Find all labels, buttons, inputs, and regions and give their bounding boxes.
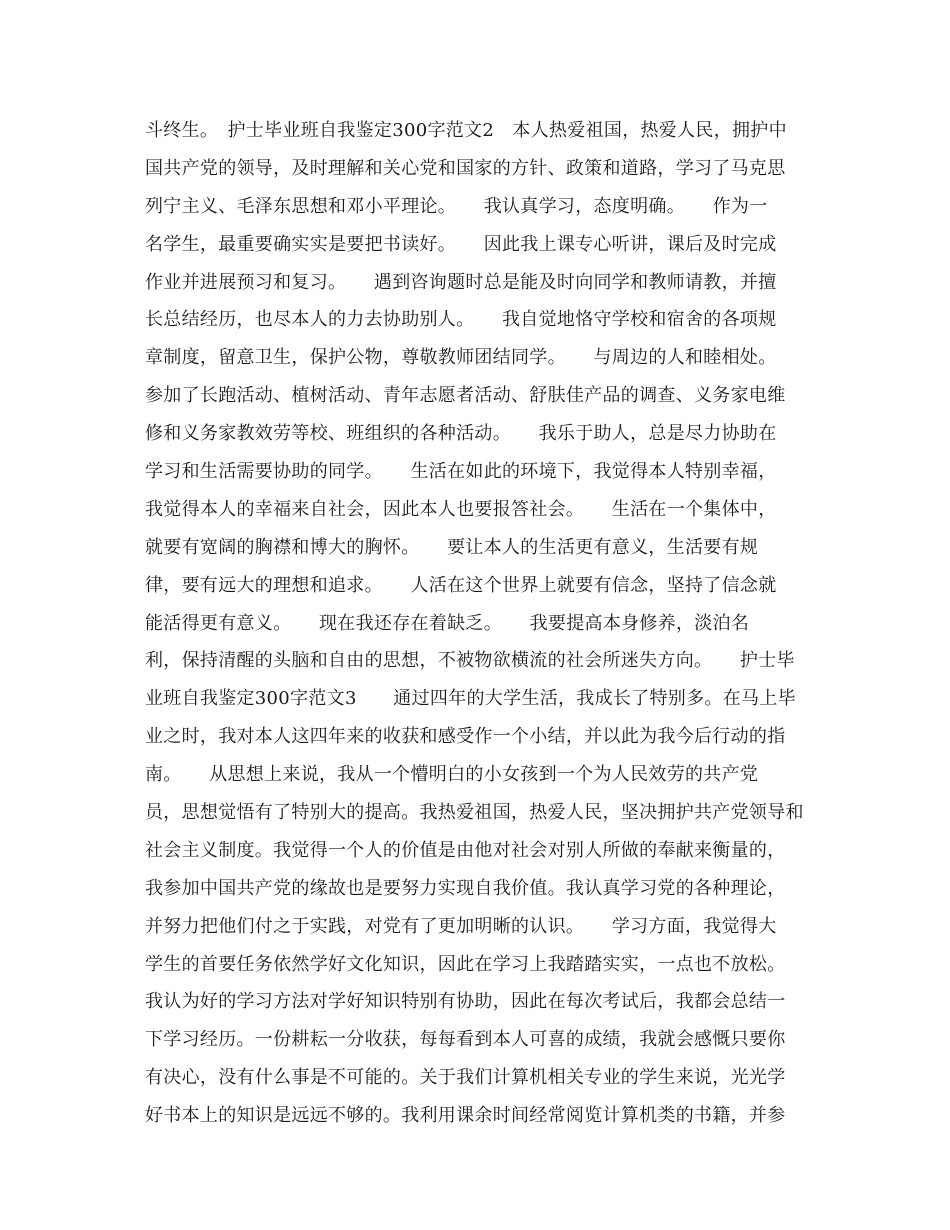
text-line-16: 业班自我鉴定300字范文3 通过四年的大学生活，我成长了特别多。在马上毕 <box>145 688 796 710</box>
text-line-14: 能活得更有意义。 现在我还存在着缺乏。 我要提高本身修养，淡泊名 <box>145 612 750 634</box>
text-line-3: 列宁主义、毛泽东思想和邓小平理论。 我认真学习，态度明确。 作为一 <box>145 195 768 217</box>
text-line-7: 章制度，留意卫生，保护公物，尊敬教师团结同学。 与周边的人和睦相处。 <box>145 347 777 369</box>
text-line-13: 律，要有远大的理想和追求。 人活在这个世界上就要有信念，坚持了信念就 <box>145 574 777 596</box>
text-line-26: 有决心，没有什么事是不可能的。关于我们计算机相关专业的学生来说，光光学 <box>145 1067 786 1089</box>
text-line-25: 下学习经历。一份耕耘一分收获，每每看到本人可喜的成绩，我就会感慨只要你 <box>145 1029 786 1051</box>
text-line-22: 并努力把他们付之于实践，对党有了更加明晰的认识。 学习方面，我觉得大 <box>145 915 777 937</box>
text-line-19: 员，思想觉悟有了特别大的提高。我热爱祖国，热爱人民，坚决拥护共产党领导和 <box>145 802 804 824</box>
text-line-27: 好书本上的知识是远远不够的。我利用课余时间经常阅览计算机类的书籍，并参 <box>145 1105 786 1127</box>
text-line-18: 南。 从思想上来说，我从一个懵明白的小女孩到一个为人民效劳的共产党 <box>145 764 759 786</box>
text-line-2: 国共产党的领导，及时理解和关心党和国家的方针、政策和道路，学习了马克思 <box>145 157 786 179</box>
text-line-23: 学生的首要任务依然学好文化知识，因此在学习上我踏踏实实，一点也不放松。 <box>145 953 786 975</box>
text-line-21: 我参加中国共产党的缘故也是要努力实现自我价值。我认真学习党的各种理论， <box>145 877 786 899</box>
text-line-9: 修和义务家教效劳等校、班组织的各种活动。 我乐于助人，总是尽力协助在 <box>145 423 777 445</box>
text-line-17: 业之时，我对本人这四年来的收获和感受作一个小结，并以此为我今后行动的指 <box>145 726 786 748</box>
text-line-6: 长总结经历，也尽本人的力去协助别人。 我自觉地恪守学校和宿舍的各项规 <box>145 309 777 331</box>
document-body-text <box>145 112 805 1135</box>
text-line-24: 我认为好的学习方法对学好知识特别有协助，因此在每次考试后，我都会总结一 <box>145 991 786 1013</box>
text-line-8: 参加了长跑活动、植树活动、青年志愿者活动、舒肤佳产品的调查、义务家电维 <box>145 385 786 407</box>
text-line-4: 名学生，最重要确实实是要把书读好。 因此我上课专心听讲，课后及时完成 <box>145 233 777 255</box>
text-line-11: 我觉得本人的幸福来自社会，因此本人也要报答社会。 生活在一个集体中， <box>145 498 777 520</box>
text-line-20: 社会主义制度。我觉得一个人的价值是由他对社会对别人所做的奉献来衡量的， <box>145 839 786 861</box>
text-line-1: 斗终生。 护士毕业班自我鉴定300字范文2 本人热爱祖国，热爱人民，拥护中 <box>145 120 787 141</box>
text-line-5: 作业并进展预习和复习。 遇到咨询题时总是能及时向同学和教师请教，并擅 <box>145 271 777 293</box>
text-line-10: 学习和生活需要协助的同学。 生活在如此的环境下，我觉得本人特别幸福， <box>145 461 777 483</box>
text-line-12: 就要有宽阔的胸襟和博大的胸怀。 要让本人的生活更有意义，生活要有规 <box>145 536 759 558</box>
text-line-15: 利，保持清醒的头脑和自由的思想，不被物欲横流的社会所迷失方向。 护士毕 <box>145 650 795 672</box>
